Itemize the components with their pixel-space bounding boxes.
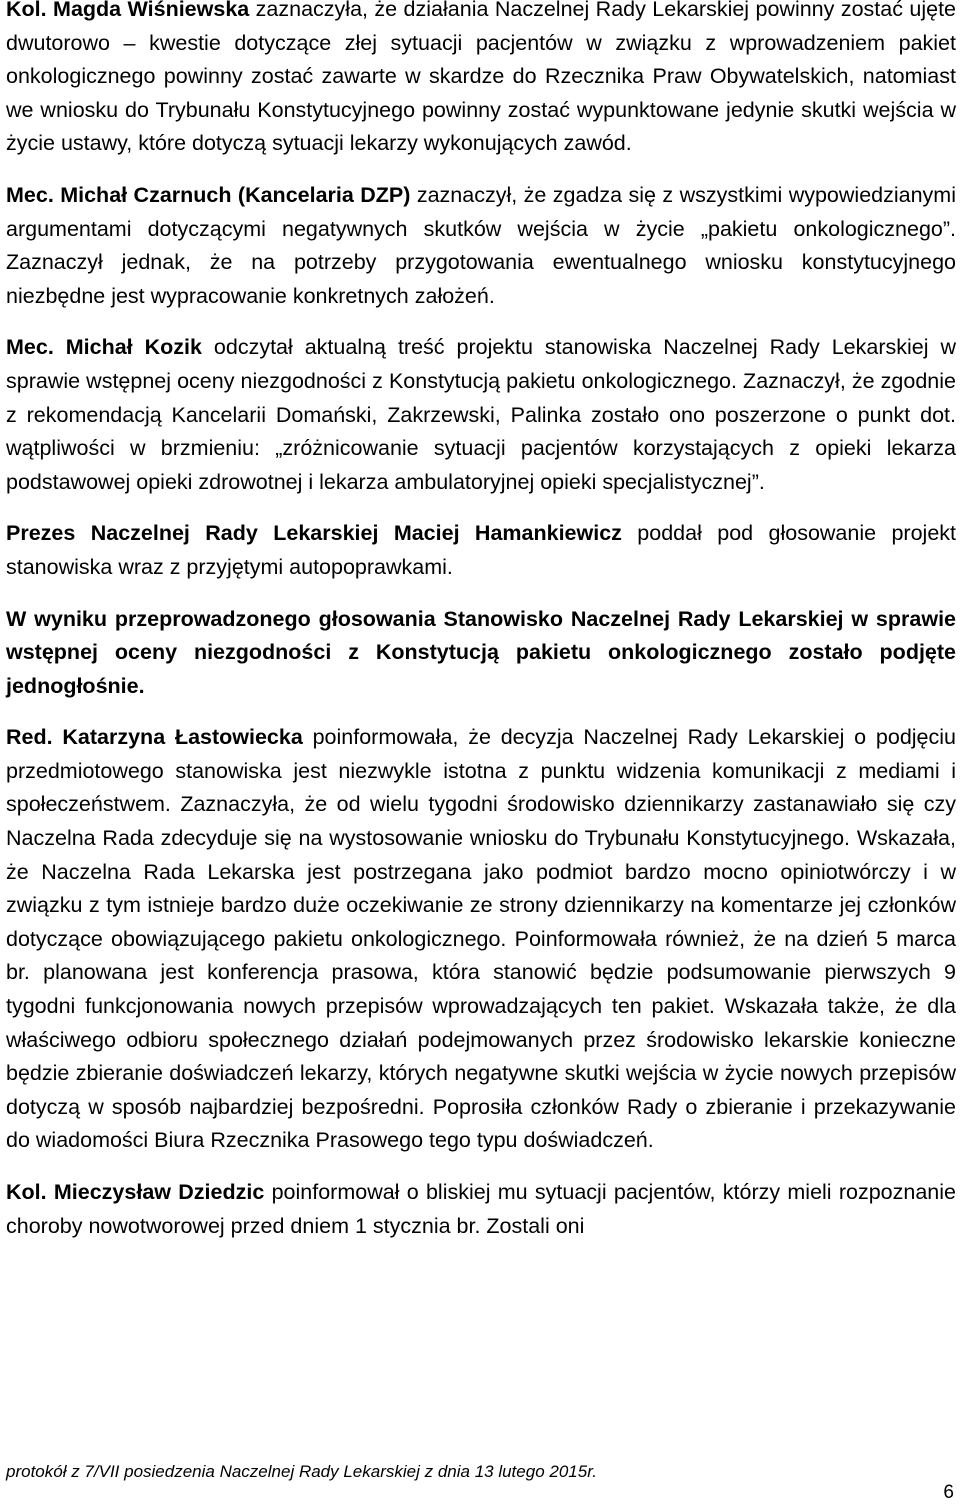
paragraph-czarnuch xyxy=(6,179,956,313)
paragraph-text: odczytał aktualną treść projektu stanowiska Naczelnej Rady Lekarskiej w sprawie wstępnej oceny niezgodności z Konstytucją pakietu onkologicznego. Zaznaczył, że zgodnie z rekomendacją Kancelarii Domański, Zakrzewski, Palinka zostało ono poszerzone o punkt dot. wątpliwości w brzmieniu: „zróżnicowanie sytuacji pacjentów korzystających z opieki lekarza podstawowej opieki zdrowotnej i lekarza ambulatoryjnej opieki specjalistycznej”. xyxy=(6,335,956,494)
paragraph-kozik xyxy=(6,331,956,499)
paragraph-text: zaznaczył, że zgadza się z wszystkimi wypowiedzianymi argumentami dotyczącymi negatywnych skutków wejścia w życie „pakietu onkologicznego”. Zaznaczył jednak, że na potrzeby przygotowania ewentualnego wniosku konstytucyjnego niezbędne jest wypracowanie konkretnych założeń. xyxy=(6,182,956,308)
speaker-name: Prezes Naczelnej Rady Lekarskiej Maciej Hamankiewicz xyxy=(6,521,622,546)
paragraph-text: poddał pod głosowanie projekt stanowiska wraz z przyjętymi autopoprawkami. xyxy=(6,521,957,579)
vote-result-text: W wyniku przeprowadzonego głosowania Stanowisko Naczelnej Rady Lekarskiej w sprawie wstępnej oceny niezgodności z Konstytucją pakietu onkologicznego zostało podjęte jednogłośnie. xyxy=(6,606,956,698)
paragraph-lastowiecka xyxy=(6,721,956,1158)
page-number: 6 xyxy=(943,1482,954,1503)
paragraph-vote-result xyxy=(6,603,956,704)
speaker-name: Kol. Magda Wiśniewska xyxy=(6,0,250,21)
paragraph-text: zaznaczyła, że działania Naczelnej Rady Lekarskiej powinny zostać ujęte dwutorowo – kwestie dotyczące złej sytuacji pacjentów w związku z wprowadzeniem pakiet onkologicznego powinny zostać zawarte w skardze do Rzecznika Praw Obywatelskich, natomiast we wniosku do Trybunału Konstytucyjnego powinny zostać wypunktowane jedynie skutki wejścia w życie ustawy, które dotyczą sytuacji lekarzy wykonujących zawód. xyxy=(6,0,956,156)
paragraph-hamankiewicz xyxy=(6,517,956,584)
document-body xyxy=(6,0,956,1261)
speaker-name: Kol. Mieczysław Dziedzic xyxy=(6,1180,265,1204)
speaker-name: Red. Katarzyna Łastowiecka xyxy=(6,725,303,750)
page-footer: protokół z 7/VII posiedzenia Naczelnej Rady Lekarskiej z dnia 13 lutego 2015r. xyxy=(6,1462,597,1481)
paragraph-wisniewska xyxy=(6,0,956,161)
speaker-name: Mec. Michał Kozik xyxy=(6,335,202,360)
paragraph-dziedzic xyxy=(6,1176,956,1243)
paragraph-text: poinformował o bliskiej mu sytuacji pacjentów, którzy mieli rozpoznanie choroby nowotworowej przed dniem 1 stycznia br. Zostali oni xyxy=(6,1180,956,1238)
paragraph-text: poinformowała, że decyzja Naczelnej Rady Lekarskiej o podjęciu przedmiotowego stanowiska jest niezwykle istotna z punktu widzenia komunikacji z mediami i społeczeństwem. Zaznaczyła, że od wielu tygodni środowisko dziennikarzy zastanawiało się czy Naczelna Rada zdecyduje się na wystosowanie wniosku do Trybunału Konstytucyjnego. Wskazała, że Naczelna Rada Lekarska jest postrzegana jako podmiot bardzo mocno opiniotwórczy i w związku z tym istnieje bardzo duże oczekiwanie ze strony dziennikarzy na komentarze jej członków dotyczące obowiązującego pakietu onkologicznego. Poinformowała również, że na dzień 5 marca br. planowana jest konferencja prasowa, która stanowić będzie podsumowanie pierwszych 9 tygodni funkcjonowania nowych przepisów wprowadzających ten pakiet. Wskazała także, że dla właściwego odbioru społecznego działań podejmowanych przez środowisko lekarskie konieczne będzie zbieranie doświadczeń lekarzy, których negatywne skutki wejścia w życie nowych przepisów dotyczą w sposób najbardziej bezpośredni. Poprosiła członków Rady o zbieranie i przekazywanie do wiadomości Biura Rzecznika Prasowego tego typu doświadczeń. xyxy=(6,725,956,1153)
speaker-name: Mec. Michał Czarnuch (Kancelaria DZP) xyxy=(6,182,411,207)
